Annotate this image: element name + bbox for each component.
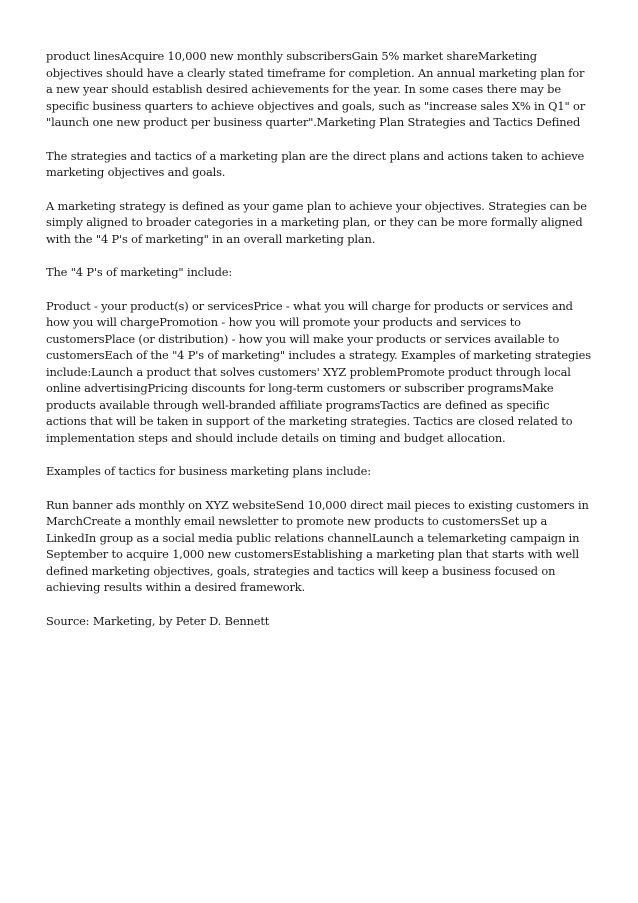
paragraph-4ps-heading: The "4 P's of marketing" include: (46, 265, 233, 279)
paragraph-tactics-examples: Run banner ads monthly on XYZ websiteSend 10,000 direct mail pieces to existing customers in MarchCreate a monthly email newsletter to promote new products to customersSet up a LinkedIn group as a social media public relations channelLaunch a telemarketing campaign in September to acquire 1,000 new customersEstablishing a marketing plan that starts with well defined marketing objectives, goals, strategies and tactics will keep a business focused on achieving results within a desired framework. (46, 497, 589, 594)
paragraph-tactics-heading: Examples of tactics for business marketing plans include: (46, 464, 371, 478)
paragraph-objectives: product linesAcquire 10,000 new monthly subscribersGain 5% market shareMarketing objectives should have a clearly stated timeframe for completion. An annual marketing plan for a new year should establish desired achievements for the year. In some cases there may be specific business quarters to achieve objectives and goals, such as "increase sales X% in Q1" or "launch one new product per business quarter".Marketing Plan Strategies and Tactics Defined (46, 49, 586, 129)
paragraph-strategies-tactics-intro: The strategies and tactics of a marketing plan are the direct plans and actions taken to achieve marketing objectives and goals. (46, 148, 585, 179)
document-page (46, 48, 592, 629)
paragraph-source: Source: Marketing, by Peter D. Bennett (46, 613, 270, 628)
paragraph-marketing-strategy: A marketing strategy is defined as your game plan to achieve your objectives. Strategies can be simply aligned to broader categories in a marketing plan, or they can be more formally aligned with the "4 P's of marketing" in an overall marketing plan. (46, 198, 587, 246)
paragraph-4ps-details: Product - your product(s) or servicesPrice - what you will charge for products or services and how you will chargePromotion - how you will promote your products and services to customersPlace (or distribution) - how you will make your products or services available to customersEach of the "4 P's of marketing" includes a strategy. Examples of marketing strategies include:Launch a product that solves customers' XYZ problemPromote product through local online advertisingPricing discounts for long-term customers or subscriber programsMake products available through well-branded affiliate programsTactics are defined as specific actions that will be taken in support of the marketing strategies. Tactics are closed related to implementation steps and should include details on timing and budget allocation. (46, 298, 591, 445)
